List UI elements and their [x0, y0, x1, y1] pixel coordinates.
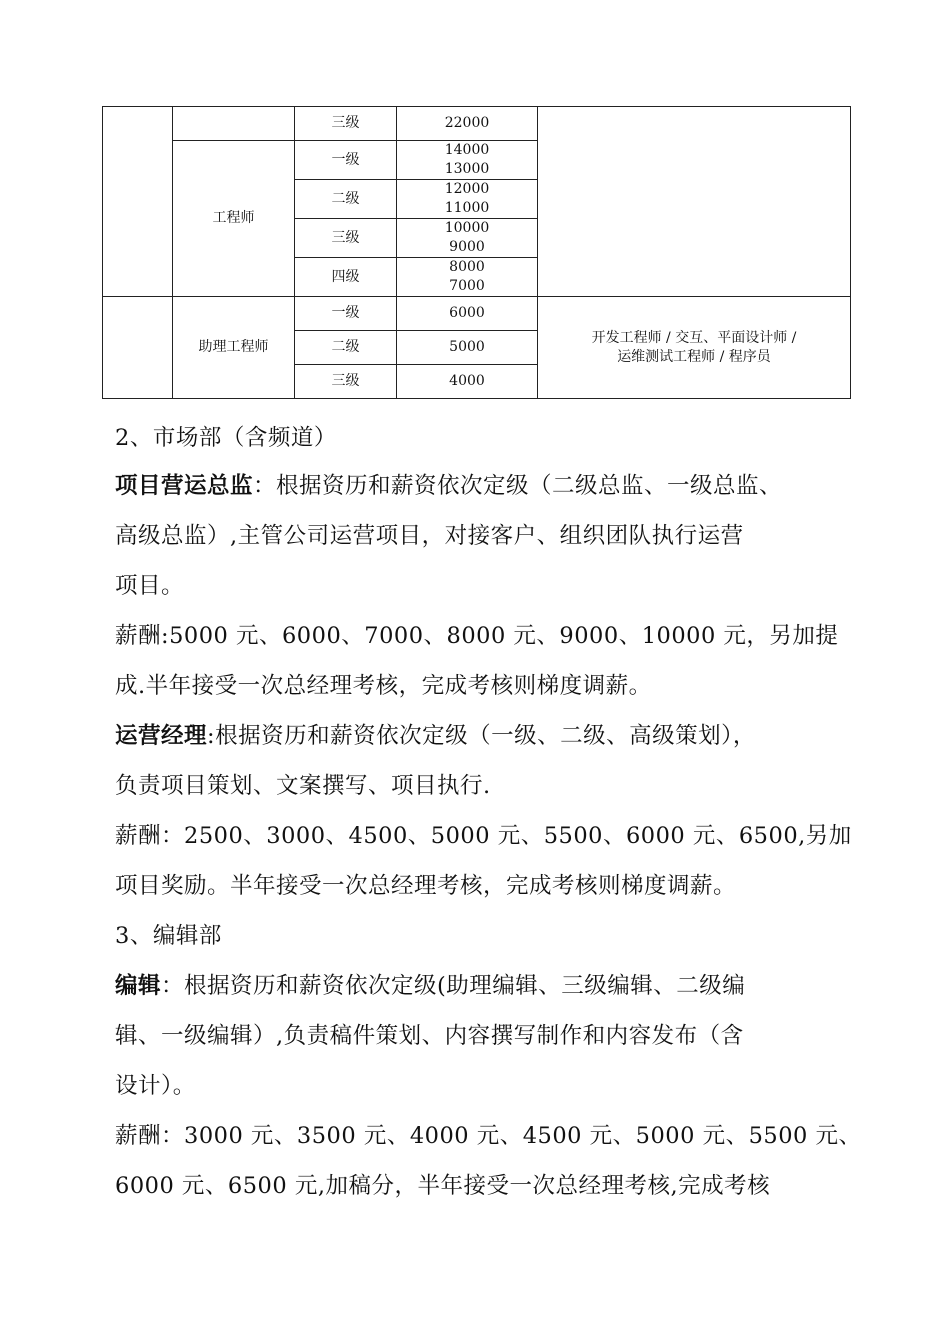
- category-cell: [103, 107, 173, 297]
- ops-paragraph-line: [115, 718, 756, 750]
- assistant-title-cell: 助理工程师: [173, 297, 295, 399]
- director-paragraph-line: 项目。: [115, 573, 185, 599]
- amount-value: 11000: [444, 200, 490, 216]
- ops-paragraph-line: 负责项目策划、文案撰写、项目执行.: [115, 773, 491, 799]
- amount-cell: 4000: [397, 365, 538, 399]
- amount-cell: 22000: [397, 107, 538, 141]
- ops-pay-line: 项目奖励。半年接受一次总经理考核，完成考核则梯度调薪。: [115, 873, 737, 899]
- editor-paragraph-line: 辑、一级编辑）,负责稿件策划、内容撰写制作和内容发布（含: [115, 1023, 744, 1049]
- amount-value: 7000: [449, 278, 485, 294]
- editor-pay-line: 薪酬：3000 元、3500 元、4000 元、4500 元、5000 元、5500 元、: [115, 1123, 862, 1149]
- editor-colon: ：: [161, 973, 185, 999]
- amount-cell: 6000: [397, 297, 538, 331]
- note-cell: [538, 107, 851, 297]
- category-cell: [103, 297, 173, 399]
- level-cell: 二级: [295, 331, 397, 365]
- editorial-section-heading: 3、编辑部: [115, 923, 222, 949]
- roles-note-line: 运维测试工程师 / 程序员: [617, 348, 771, 365]
- table-row: [103, 107, 851, 141]
- level-cell: 三级: [295, 219, 397, 258]
- level-cell: 三级: [295, 365, 397, 399]
- director-paragraph-line: [115, 468, 782, 500]
- amount-cell: [397, 258, 538, 297]
- amount-cell: [397, 180, 538, 219]
- level-cell: 一级: [295, 297, 397, 331]
- ops-pay-line: 薪酬：2500、3000、4500、5000 元、5500、6000 元、6500,另加: [115, 823, 852, 849]
- title-cell: [173, 107, 295, 141]
- amount-value: 14000: [444, 142, 490, 158]
- level-cell: 四级: [295, 258, 397, 297]
- market-section-heading: 2、市场部（含频道）: [115, 425, 337, 451]
- amount-cell: [397, 219, 538, 258]
- roles-note-cell: [538, 297, 851, 399]
- amount-value: 10000: [444, 220, 490, 236]
- amount-cell: [397, 141, 538, 180]
- roles-note-line: 开发工程师 / 交互、平面设计师 /: [591, 329, 797, 346]
- amount-value: 9000: [449, 239, 485, 255]
- amount-value: 13000: [444, 161, 490, 177]
- director-colon: ：: [253, 473, 277, 499]
- ops-text: :根据资历和薪资依次定级（一级、二级、高级策划），: [207, 723, 756, 749]
- editor-text: 根据资历和薪资依次定级(助理编辑、三级编辑、二级编: [184, 973, 746, 999]
- level-cell: 三级: [295, 107, 397, 141]
- level-cell: 二级: [295, 180, 397, 219]
- level-cell: 一级: [295, 141, 397, 180]
- ops-label: 运营经理: [115, 723, 208, 749]
- director-label: 项目营运总监: [115, 473, 254, 499]
- director-pay-line: 薪酬:5000 元、6000、7000、8000 元、9000、10000 元，另加提: [115, 623, 839, 649]
- amount-cell: 5000: [397, 331, 538, 365]
- director-text: 根据资历和薪资依次定级（二级总监、一级总监、: [276, 473, 783, 499]
- director-paragraph-line: 高级总监）,主管公司运营项目，对接客户、组织团队执行运营: [115, 523, 744, 549]
- editor-label: 编辑: [115, 973, 162, 999]
- editor-paragraph-line: [115, 968, 745, 1000]
- amount-value: 12000: [444, 181, 490, 197]
- editor-pay-line: 6000 元、6500 元,加稿分，半年接受一次总经理考核,完成考核: [115, 1173, 771, 1199]
- engineer-title-cell: 工程师: [173, 141, 295, 297]
- director-pay-line: 成.半年接受一次总经理考核，完成考核则梯度调薪。: [115, 673, 652, 699]
- amount-value: 8000: [449, 259, 485, 275]
- editor-paragraph-line: 设计）。: [115, 1073, 196, 1099]
- salary-table: [102, 106, 851, 399]
- table-row: [103, 297, 851, 331]
